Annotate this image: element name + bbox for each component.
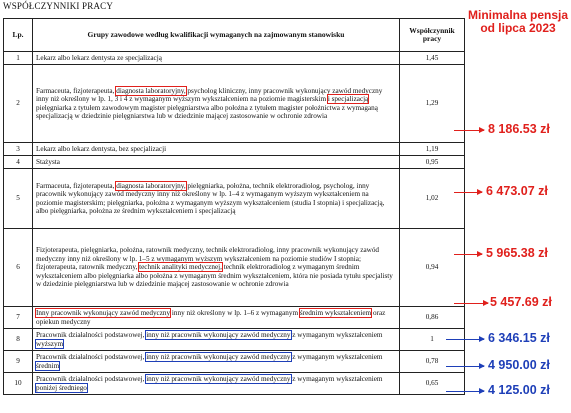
salary-note: 8 186.53 zł <box>488 122 550 136</box>
table-row <box>4 307 465 329</box>
arrow-right-icon <box>454 192 482 193</box>
salary-note: 6 473.07 zł <box>486 184 548 198</box>
row-coefficient: 0,95 <box>400 156 465 169</box>
salary-note: 5 457.69 zł <box>490 295 552 309</box>
row-group-text: Inny pracownik wykonujący zawód medyczny inny niż określony w lp. 1–6 z wymaganym średnim wykształceniem oraz opiekun medyczny <box>33 307 400 329</box>
highlight-blue: inny niż pracownik wykonujący zawód medyczny <box>146 375 291 384</box>
table-row <box>4 156 465 169</box>
arrow-right-icon <box>454 130 484 131</box>
row-group-text: Pracownik działalności podstawowej, inny niż pracownik wykonujący zawód medyczny z wymaganym wykształceniem poniżej średniego <box>33 373 400 395</box>
table-header-row <box>4 19 465 52</box>
row-number: 6 <box>4 229 33 307</box>
arrow-right-icon <box>454 254 482 255</box>
highlight-red: diagnosta laboratoryjny, <box>116 181 186 190</box>
row-number: 7 <box>4 307 33 329</box>
highlight-blue: wyższym <box>36 339 64 348</box>
column-header-coefficient: Współczynnik pracy <box>400 19 465 52</box>
arrow-right-icon <box>446 391 484 392</box>
arrow-right-icon <box>446 366 484 367</box>
row-number: 9 <box>4 351 33 373</box>
row-number: 8 <box>4 329 33 351</box>
row-group-text: Farmaceuta, fizjoterapeuta, diagnosta laboratoryjny, pielęgniarka, położna, technik elektroradiolog, psycholog, inny pracownik wykonujący zawód medyczny inny niż określony w lp. 1–4 z wymaganym wyższym wykształceniem na poziomie magisterskim; pielęgniarka, położna z wymaganym wyższym wykształceniem (studia I stopnia) i specjalizacją, albo pielęgniarka, położna ze średnim wykształceniem i specjalizacją <box>33 169 400 229</box>
row-coefficient: 0,94 <box>400 229 465 307</box>
highlight-blue: średnim <box>36 361 60 370</box>
row-coefficient: 1,02 <box>400 169 465 229</box>
row-group-text: Stażysta <box>33 156 400 169</box>
row-coefficient: 1 <box>400 329 465 351</box>
row-number: 5 <box>4 169 33 229</box>
coefficients-table <box>3 18 465 395</box>
table-row <box>4 351 465 373</box>
row-coefficient: 0,65 <box>400 373 465 395</box>
row-number: 10 <box>4 373 33 395</box>
row-group-text: Pracownik działalności podstawowej, inny niż pracownik wykonujący zawód medyczny z wymaganym wykształceniem wyższym <box>33 329 400 351</box>
side-title: Minimalna pensja od lipca 2023 <box>467 8 569 35</box>
table-row <box>4 52 465 65</box>
row-number: 2 <box>4 65 33 143</box>
table-row <box>4 229 465 307</box>
highlight-red: technik analityki medycznej, <box>139 263 222 272</box>
row-coefficient: 0,78 <box>400 351 465 373</box>
page-heading: WSPÓŁCZYNNIKI PRACY <box>3 1 114 11</box>
row-coefficient: 1,19 <box>400 143 465 156</box>
arrow-right-icon <box>454 303 488 304</box>
table-row <box>4 169 465 229</box>
highlight-blue: inny niż pracownik wykonujący zawód medyczny <box>146 331 291 340</box>
table-row <box>4 373 465 395</box>
salary-note: 6 346.15 zł <box>488 331 550 345</box>
column-header-lp: Lp. <box>4 19 33 52</box>
row-group-text: Pracownik działalności podstawowej, inny niż pracownik wykonujący zawód medyczny z wymaganym wykształceniem średnim <box>33 351 400 373</box>
table-row <box>4 143 465 156</box>
column-header-group: Grupy zawodowe według kwalifikacji wymaganych na zajmowanym stanowisku <box>33 19 400 52</box>
row-number: 3 <box>4 143 33 156</box>
row-group-text: Fizjoterapeuta, pielęgniarka, położna, ratownik medyczny, technik elektroradiolog, inny pracownik wykonujący zawód medyczny inny niż określony w lp. 1–5 z wymaganym wyższym wykształceniem na poziomie studiów I stopnia; fizjoterapeuta, ratownik medyczny, technik analityki medycznej, technik elektroradiolog z wymaganym średnim wykształceniem albo pielęgniarka albo położna z wymaganym średnim wykształceniem, która nie posiada tytułu specjalisty w dziedzinie pielęgniarstwa lub w dziedzinie mającej zastosowanie w ochronie zdrowia <box>33 229 400 307</box>
highlight-blue: poniżej średniego <box>36 383 87 392</box>
highlight-red: Inny pracownik wykonujący zawód medyczny <box>36 309 171 318</box>
arrow-right-icon <box>446 339 484 340</box>
highlight-red: diagnosta laboratoryjny, <box>116 86 186 95</box>
salary-note: 4 950.00 zł <box>488 358 550 372</box>
row-group-text: Lekarz albo lekarz dentysta, bez specjalizacji <box>33 143 400 156</box>
row-number: 1 <box>4 52 33 65</box>
salary-note: 5 965.38 zł <box>486 246 548 260</box>
highlight-red: średnim wykształceniem <box>299 309 372 318</box>
highlight-blue: inny niż pracownik wykonujący zawód medyczny <box>146 353 291 362</box>
row-coefficient: 0,86 <box>400 307 465 329</box>
row-group-text: Lekarz albo lekarz dentysta ze specjalizacją <box>33 52 400 65</box>
row-coefficient: 1,45 <box>400 52 465 65</box>
row-group-text: Farmaceuta, fizjoterapeuta, diagnosta laboratoryjny, psycholog kliniczny, inny pracownik wykonujący zawód medyczny inny niż określony w lp. 1, 3 i 4 z wymaganym wyższym wykształceniem na poziomie magisterskim i specjalizacją pielęgniarka z tytułem zawodowym magister pielęgniarstwa albo położna z tytułem magister położnictwa z wymaganą specjalizacją w dziedzinie pielęgniarstwa lub w dziedzinie mającej zastosowanie w ochronie zdrowia <box>33 65 400 143</box>
row-coefficient: 1,29 <box>400 65 465 143</box>
table-row <box>4 329 465 351</box>
row-number: 4 <box>4 156 33 169</box>
salary-note: 4 125.00 zł <box>488 383 550 397</box>
table-row <box>4 65 465 143</box>
highlight-red: i specjalizacją <box>327 95 369 104</box>
